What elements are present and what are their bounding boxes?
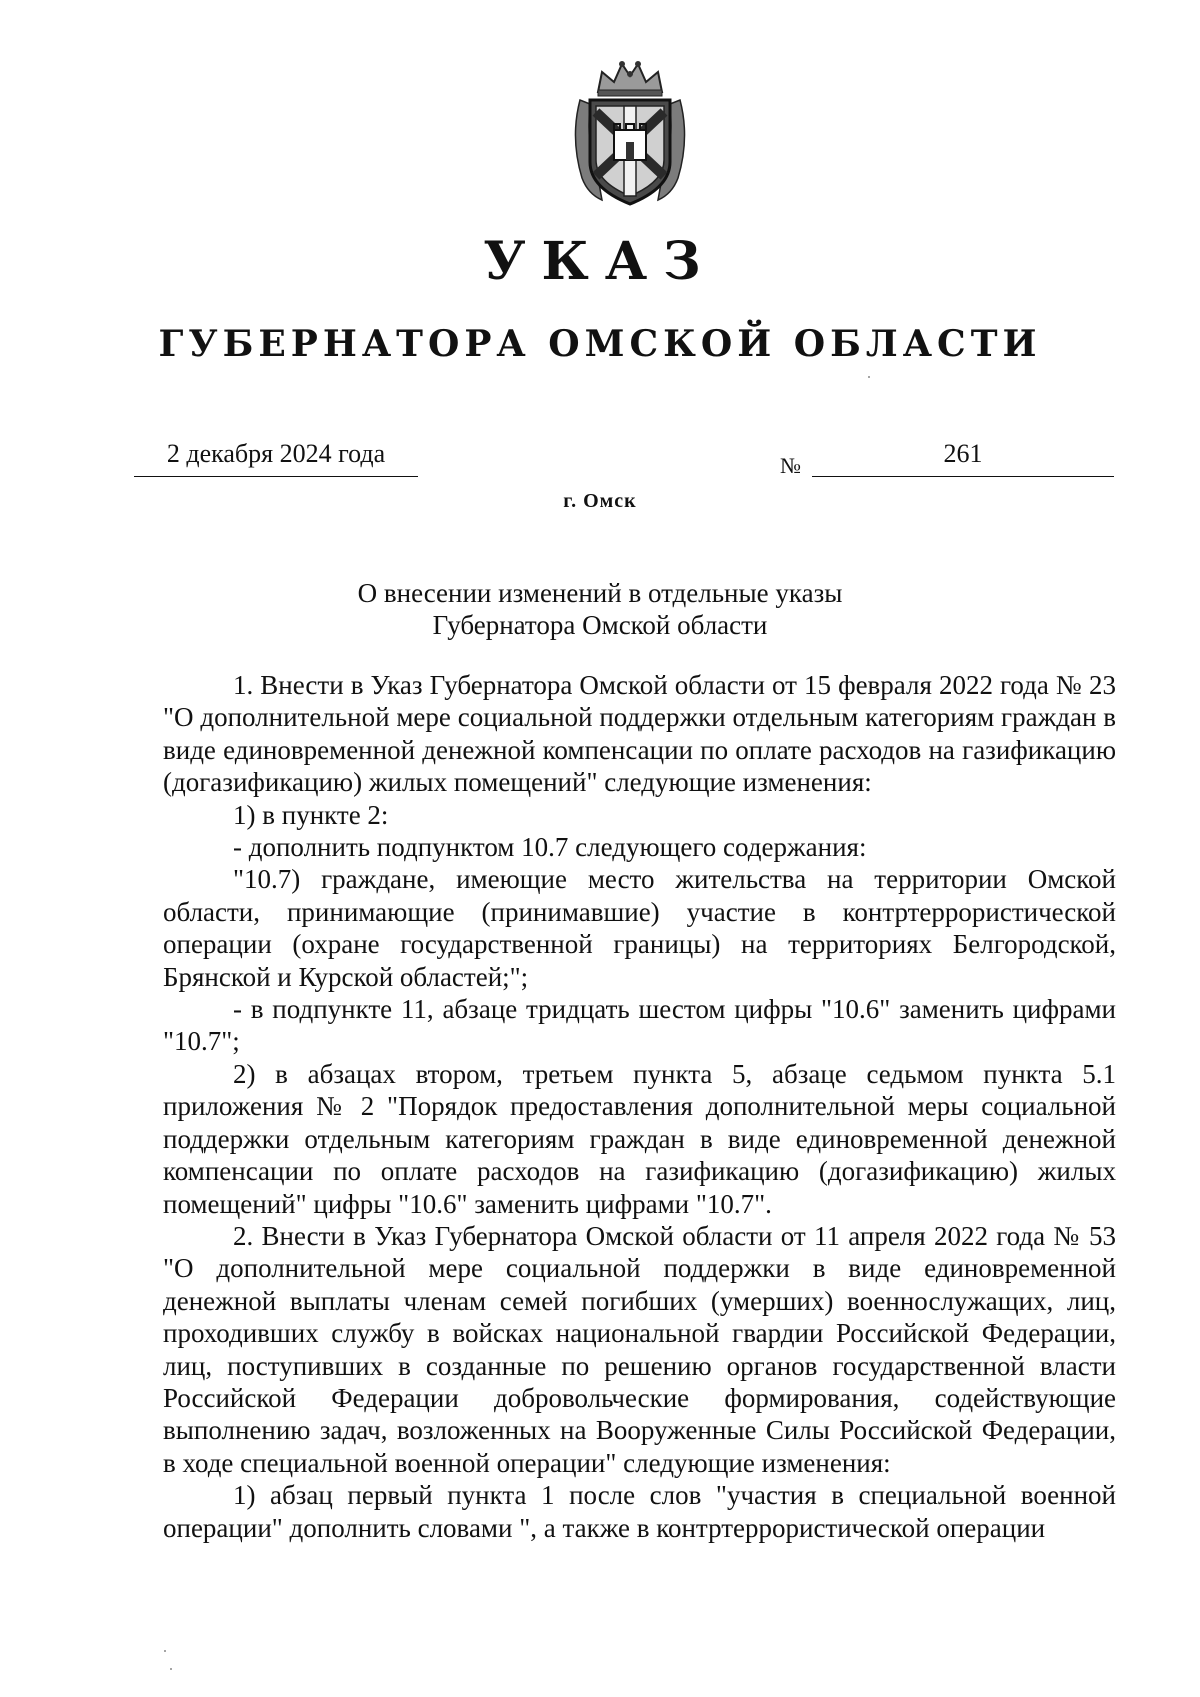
subject-line-2: Губернатора Омской области <box>432 610 768 640</box>
decree-date: 2 декабря 2024 года <box>134 436 418 477</box>
scan-artifact <box>868 376 870 378</box>
subject-line-1: О внесении изменений в отдельные указы <box>357 578 843 608</box>
decree-number: 261 <box>812 436 1114 477</box>
paragraph: - дополнить подпунктом 10.7 следующего содержания: <box>233 832 867 863</box>
paragraph: 1. Внести в Указ Губернатора Омской области от 15 февраля 2022 года № 23 "О дополнительной мере социальной поддержки отдельным категориям граждан в виде единовременной денежной компенсации по оплате расходов на газификацию (догазификацию) жилых помещений" следующие изменения: <box>163 670 1116 798</box>
city-name: г. Омск <box>563 490 637 512</box>
scan-artifact <box>170 1668 172 1670</box>
paragraph: - в подпункте 11, абзаце тридцать шестом цифры "10.6" заменить цифрами "10.7"; <box>163 994 1116 1057</box>
paragraph: 1) в пункте 2: <box>233 799 389 830</box>
scan-artifact <box>164 1650 166 1652</box>
coat-of-arms-icon <box>568 58 692 208</box>
decree-body <box>163 669 1116 1544</box>
document-subtitle: ГУБЕРНАТОРА ОМСКОЙ ОБЛАСТИ <box>158 323 1042 365</box>
paragraph: 1) абзац первый пункта 1 после слов "участия в специальной военной операции" дополнить словами ", а также в контртеррористической операции <box>163 1480 1116 1543</box>
decree-subject <box>0 577 1200 641</box>
number-label: № <box>780 453 801 478</box>
paragraph: 2) в абзацах втором, третьем пункта 5, абзаце седьмом пункта 5.1 приложения № 2 "Порядок предоставления дополнительной меры социальной поддержки отдельным категориям граждан в виде единовременной денежной компенсации по оплате расходов на газификацию (догазификацию) жилых помещений" цифры "10.6" заменить цифрами "10.7". <box>163 1058 1116 1219</box>
paragraph: 2. Внести в Указ Губернатора Омской области от 11 апреля 2022 года № 53 "О дополнительной мере социальной поддержки в виде единовременной денежной выплаты членам семей погибших (умерших) военнослужащих, лиц, проходивших службу в войсках национальной гвардии Российской Федерации, лиц, поступивших в созданные по решению органов государственной власти Российской Федерации добровольческие формирования, содействующие выполнению задач, возложенных на Вооруженные Силы Российской Федерации, в ходе специальной военной операции" следующие изменения: <box>163 1220 1116 1478</box>
document-title: УКАЗ <box>483 231 717 292</box>
paragraph: "10.7) граждане, имеющие место жительства на территории Омской области, принимающие (принимавшие) участие в контртеррористической операции (охране государственной границы) на территориях Белгородской, Брянской и Курской областей;"; <box>163 864 1116 992</box>
